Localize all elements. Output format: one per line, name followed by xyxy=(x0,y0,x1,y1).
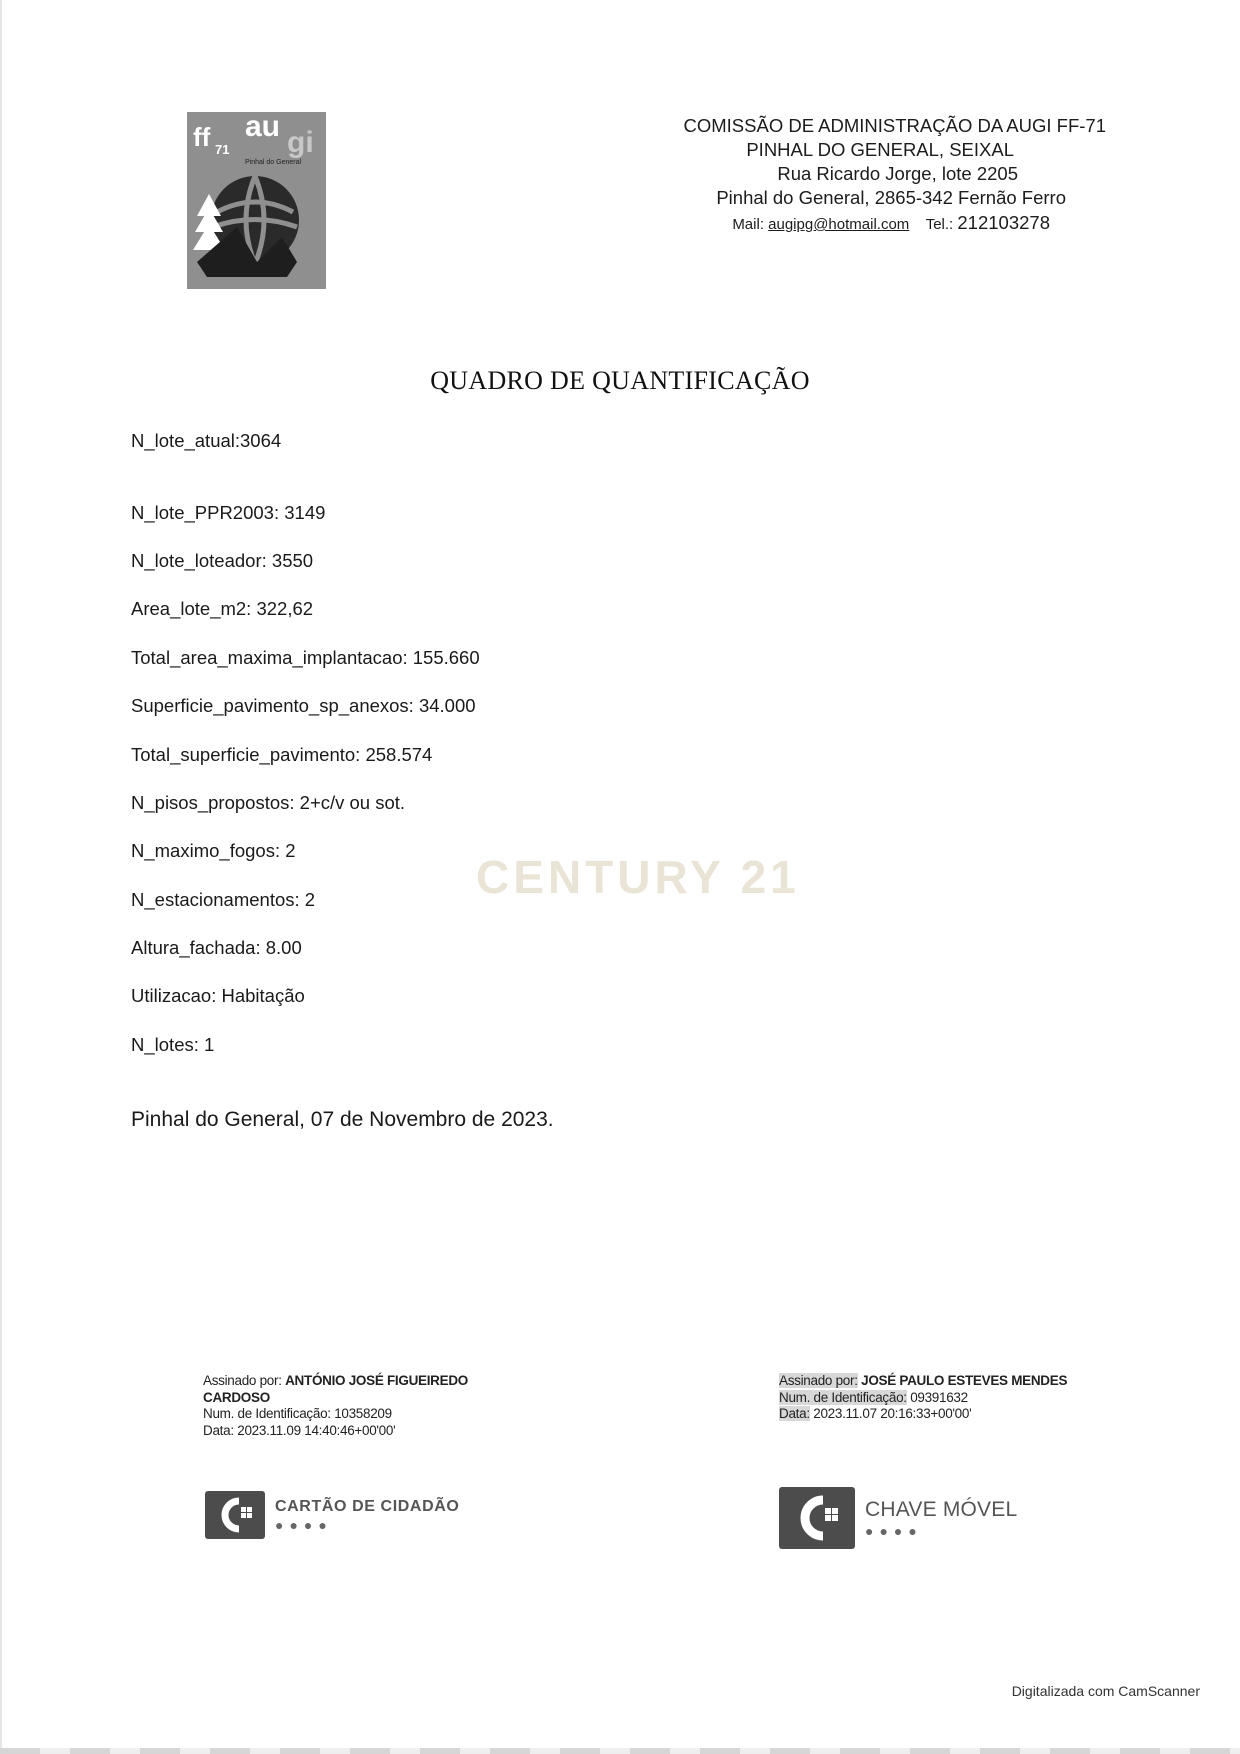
field-estacionamentos: N_estacionamentos: 2 xyxy=(131,889,316,910)
signer-name-continued: CARDOSO xyxy=(203,1389,270,1405)
signed-by-label: Assinado por: xyxy=(779,1373,858,1388)
logo-subtitle: Pinhal do General xyxy=(245,159,302,166)
field-lote-atual: N_lote_atual:3064 xyxy=(131,430,282,451)
header-contact xyxy=(566,211,1106,237)
header-line-1: COMISSÃO DE ADMINISTRAÇÃO DA AUGI FF-71 xyxy=(683,115,1106,136)
header-line-4: Pinhal do General, 2865-342 Fernão Ferro xyxy=(716,187,1066,208)
field-total-superficie: Total_superficie_pavimento: 258.574 xyxy=(131,744,433,765)
cartao-cidadao-label: CARTÃO DE CIDADÃO xyxy=(275,1497,460,1515)
cartao-cidadao-dots: ●●●● xyxy=(275,1516,333,1533)
mail-label: Mail: xyxy=(732,216,764,233)
tel-label: Tel.: xyxy=(925,216,954,233)
id-label: Num. de Identificação: xyxy=(203,1406,331,1421)
document-title: QUADRO DE QUANTIFICAÇÃO xyxy=(430,366,810,395)
chave-movel-badge xyxy=(779,1487,1017,1549)
field-pisos-propostos: N_pisos_propostos: 2+c/v ou sot. xyxy=(131,792,406,813)
field-lotes: N_lotes: 1 xyxy=(131,1034,215,1055)
date-label: Data: xyxy=(203,1422,234,1438)
page-edge xyxy=(0,0,2,1754)
date-label: Data: xyxy=(779,1406,810,1421)
field-area-lote: Area_lote_m2: 322,62 xyxy=(131,598,314,619)
logo-text-ff: ff xyxy=(193,122,211,152)
organization-header xyxy=(566,114,1106,237)
logo-text-71: 71 xyxy=(215,142,230,157)
logo-text-gi: gi xyxy=(287,126,314,159)
id-value: 09391632 xyxy=(910,1389,968,1405)
field-area-maxima-implantacao: Total_area_maxima_implantacao: 155.660 xyxy=(131,647,480,668)
chave-movel-dots: ●●●● xyxy=(865,1522,923,1539)
field-lote-loteador: N_lote_loteador: 3550 xyxy=(131,550,314,571)
place-date: Pinhal do General, 07 de Novembro de 2023. xyxy=(131,1108,554,1131)
field-utilizacao: Utilizacao: Habitação xyxy=(131,985,305,1006)
cartao-cidadao-badge xyxy=(205,1491,459,1539)
augi-logo-graphic xyxy=(187,112,326,289)
chave-movel-logo-icon xyxy=(779,1487,855,1549)
header-line-2: PINHAL DO GENERAL, SEIXAL xyxy=(746,139,1014,160)
field-maximo-fogos: N_maximo_fogos: 2 xyxy=(131,840,296,861)
signer-name: ANTÓNIO JOSÉ FIGUEIREDO xyxy=(285,1373,468,1388)
field-superficie-anexos: Superficie_pavimento_sp_anexos: 34.000 xyxy=(131,695,476,716)
cartao-cidadao-logo-icon xyxy=(205,1491,265,1539)
field-altura-fachada: Altura_fachada: 8.00 xyxy=(131,937,302,958)
logo-text-au: au xyxy=(245,112,281,143)
mail-link[interactable]: augipg@hotmail.com xyxy=(768,216,910,233)
id-label: Num. de Identificação: xyxy=(779,1389,907,1405)
signature-block-right xyxy=(779,1373,1109,1423)
camscanner-footer: Digitalizada com CamScanner xyxy=(1011,1683,1200,1699)
field-lote-ppr2003: N_lote_PPR2003: 3149 xyxy=(131,502,326,523)
century21-watermark: CENTURY 21 xyxy=(476,851,800,903)
date-value: 2023.11.09 14:40:46+00'00' xyxy=(237,1422,396,1438)
signed-by-label: Assinado por: xyxy=(203,1373,282,1388)
tel-value: 212103278 xyxy=(957,212,1050,233)
signature-block-left xyxy=(203,1373,503,1439)
chave-movel-label: CHAVE MÓVEL xyxy=(865,1497,1018,1521)
header-line-3: Rua Ricardo Jorge, lote 2205 xyxy=(777,163,1018,184)
id-value: 10358209 xyxy=(334,1406,392,1421)
signer-name: JOSÉ PAULO ESTEVES MENDES xyxy=(861,1373,1068,1388)
date-value: 2023.11.07 20:16:33+00'00' xyxy=(813,1406,972,1421)
augi-logo xyxy=(187,112,326,289)
scan-bottom-edge xyxy=(0,1748,1240,1754)
